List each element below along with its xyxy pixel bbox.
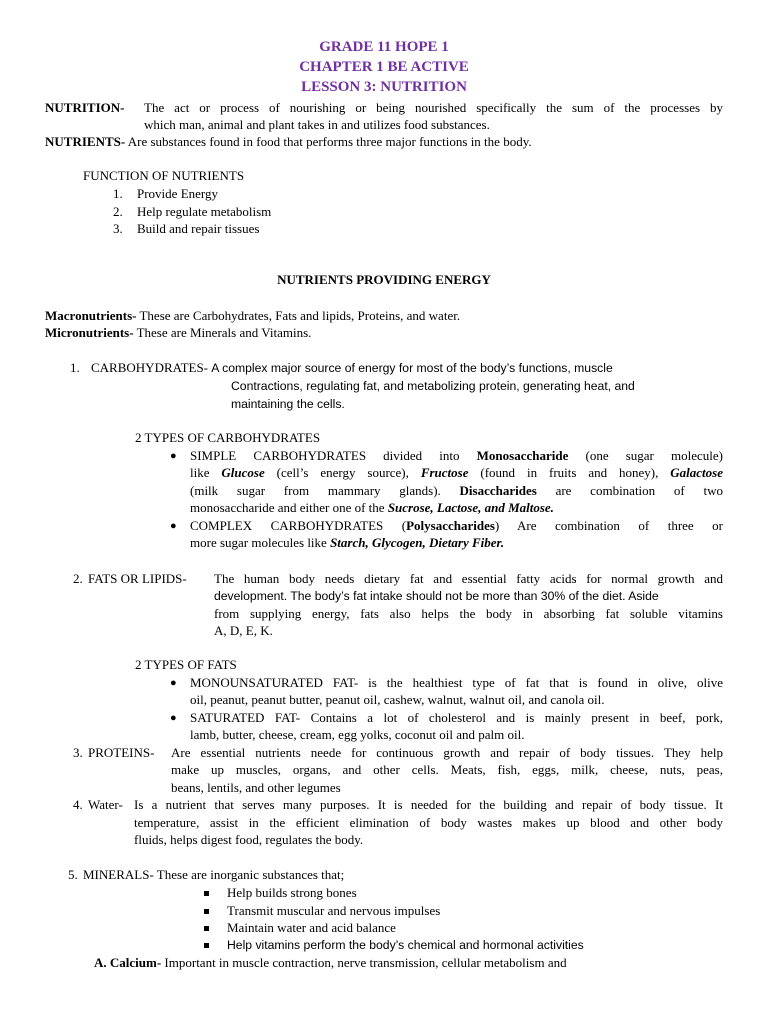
mineral-item-3: Maintain water and acid balance	[227, 920, 396, 935]
fats-line-1: The human body needs dietary fat and essential fatty acids for normal growth and	[214, 571, 723, 586]
macronutrients	[45, 308, 460, 324]
function-item-1: Provide Energy	[137, 186, 218, 201]
macro-term: Macronutrients-	[45, 308, 137, 323]
mineral-item-1: Help builds strong bones	[227, 885, 357, 900]
carbs-line-1	[91, 360, 613, 376]
square-bullet	[204, 909, 209, 914]
function-num-3: 3.	[113, 221, 123, 236]
sat-fat-line-1: SATURATED FAT- Contains a lot of cholesterol and is mainly present in beef, pork,	[190, 710, 723, 725]
water-term: Water-	[88, 797, 123, 812]
minerals-heading	[83, 867, 344, 883]
proteins-term: PROTEINS-	[88, 745, 155, 760]
square-bullet	[204, 943, 209, 948]
mono-fat-line-2: oil, peanut, peanut butter, peanut oil, cashew, walnut, walnut oil, and canola oil.	[190, 692, 605, 707]
minerals-term: MINERALS-	[83, 867, 154, 882]
function-item-3: Build and repair tissues	[137, 221, 260, 236]
title-lesson: LESSON 3: NUTRITION	[301, 79, 467, 95]
mineral-item-4: Help vitamins perform the body’s chemical and hormonal activities	[227, 938, 584, 952]
function-item-2: Help regulate metabolism	[137, 204, 272, 219]
water-line-2: temperature, assist in the efficient elimination of body wastes makes up blood and other body	[134, 815, 723, 830]
nutrition-line-2: which man, animal and plant takes in and utilizes food substances.	[144, 117, 490, 132]
fats-line-4: A, D, E, K.	[214, 623, 273, 638]
nutrition-term: NUTRITION-	[45, 100, 125, 115]
mono-fat-line-1: MONOUNSATURATED FAT- is the healthiest type of fat that is found in olive, olive	[190, 675, 723, 690]
fats-line-3: from supplying energy, fats also helps the body in absorbing fat soluble vitamins	[214, 606, 723, 621]
carbs-num: 1.	[70, 360, 80, 375]
macro-text: These are Carbohydrates, Fats and lipids, Proteins, and water.	[139, 308, 461, 323]
water-line-1: Is a nutrient that serves many purposes. It is needed for the building and repair of body tissue. It	[134, 797, 723, 812]
carbs-line-3: maintaining the cells.	[231, 397, 345, 411]
calcium-line	[94, 955, 567, 971]
nutrients-definition	[45, 134, 532, 150]
fats-term: FATS OR LIPIDS-	[88, 571, 187, 586]
bullet-dot: ●	[170, 450, 177, 462]
bullet-dot: ●	[170, 520, 177, 532]
calcium-term: A. Calcium-	[94, 955, 162, 970]
complex-carbs-line-1: COMPLEX CARBOHYDRATES (Polysaccharides) Are combination of three or	[190, 518, 723, 533]
bullet-dot: ●	[170, 677, 177, 689]
energy-heading: NUTRIENTS PROVIDING ENERGY	[277, 272, 491, 287]
title-grade: GRADE 11 HOPE 1	[319, 39, 449, 55]
nutrients-term: NUTRIENTS-	[45, 134, 126, 149]
mineral-item-2: Transmit muscular and nervous impulses	[227, 903, 441, 918]
simple-carbs-line-4: monosaccharide and either one of the Sucrose, Lactose, and Maltose.	[190, 500, 554, 515]
carbs-term: CARBOHYDRATES-	[91, 360, 209, 375]
simple-carbs-line-3: (milk sugar from mammary glands). Disaccharides are combination of two	[190, 483, 723, 498]
square-bullet	[204, 891, 209, 896]
water-num: 4.	[73, 797, 83, 812]
micronutrients	[45, 325, 311, 341]
square-bullet	[204, 926, 209, 931]
minerals-num: 5.	[68, 867, 78, 882]
carbs-types-heading: 2 TYPES OF CARBOHYDRATES	[135, 430, 321, 445]
function-num-2: 2.	[113, 204, 123, 219]
fats-line-2: development. The body’s fat intake should not be more than 30% of the diet. Aside	[214, 589, 659, 603]
carbs-line-2: Contractions, regulating fat, and metabolizing protein, generating heat, and	[231, 379, 635, 393]
sat-fat-line-2: lamb, butter, cheese, cream, egg yolks, coconut oil and palm oil.	[190, 727, 525, 742]
proteins-line-3: beans, lentils, and other legumes	[171, 780, 341, 795]
nutrients-text: Are substances found in food that performs three major functions in the body.	[127, 134, 532, 149]
proteins-line-1: Are essential nutrients neede for continuous growth and repair of body tissues. They help	[171, 745, 723, 760]
nutrition-line-1: The act or process of nourishing or being nourished specifically the sum of the processes by	[144, 100, 723, 115]
complex-carbs-line-2: more sugar molecules like Starch, Glycogen, Dietary Fiber.	[190, 535, 505, 550]
fats-types-heading: 2 TYPES OF FATS	[135, 657, 237, 672]
micro-term: Micronutrients-	[45, 325, 134, 340]
minerals-text: These are inorganic substances that;	[156, 867, 345, 882]
water-line-3: fluids, helps digest food, regulates the body.	[134, 832, 364, 847]
bullet-dot: ●	[170, 712, 177, 724]
proteins-line-2: make up muscles, organs, and other cells. Meats, fish, eggs, milk, cheese, nuts, peas,	[171, 762, 723, 777]
fats-num: 2.	[73, 571, 83, 586]
simple-carbs-line-2: like Glucose (cell’s energy source), Fructose (found in fruits and honey), Galactose	[190, 465, 723, 480]
micro-text: These are Minerals and Vitamins.	[136, 325, 312, 340]
proteins-num: 3.	[73, 745, 83, 760]
nutrition-definition	[45, 100, 124, 116]
carbs-text-1: A complex major source of energy for most of the body’s functions, muscle	[211, 361, 613, 375]
simple-carbs-line-1: SIMPLE CARBOHYDRATES divided into Monosaccharide (one sugar molecule)	[190, 448, 723, 463]
function-heading: FUNCTION OF NUTRIENTS	[83, 168, 245, 183]
title-chapter: CHAPTER 1 BE ACTIVE	[299, 59, 469, 75]
calcium-text: Important in muscle contraction, nerve transmission, cellular metabolism and	[164, 955, 567, 970]
function-num-1: 1.	[113, 186, 123, 201]
